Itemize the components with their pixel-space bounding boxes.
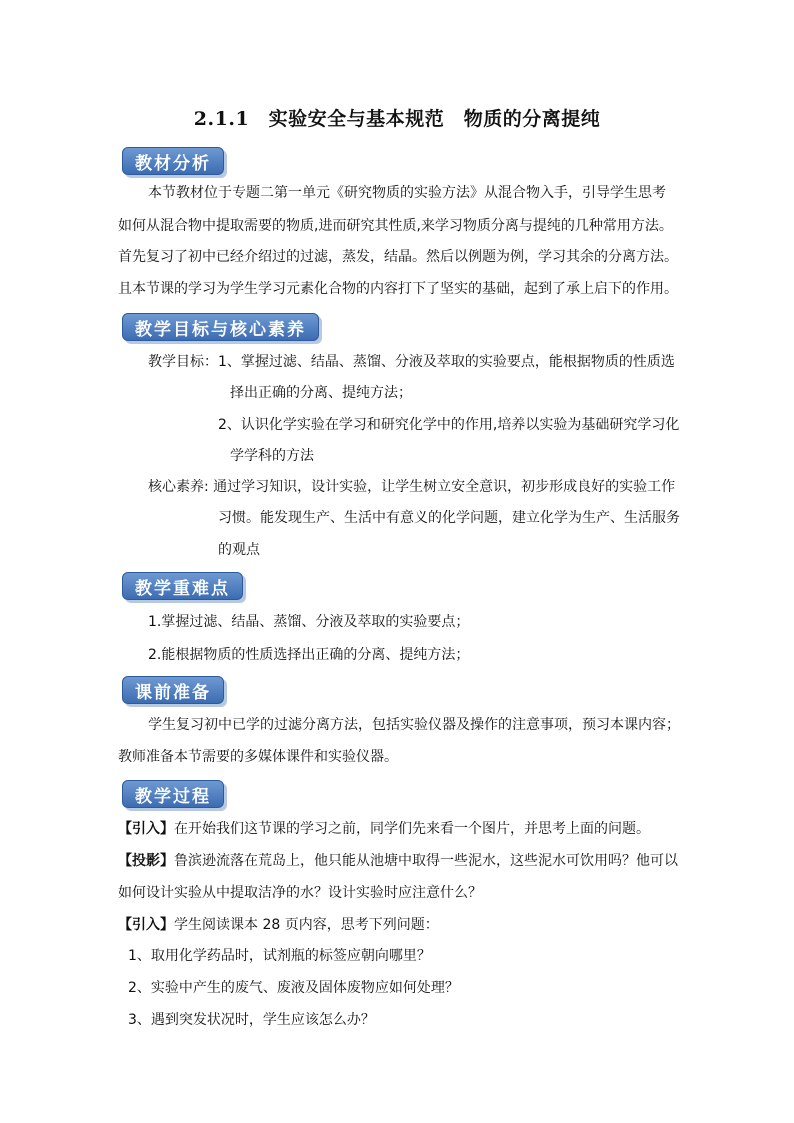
analysis-line-4: 且本节课的学习为学生学习元素化合物的内容打下了坚实的基础，起到了承上启下的作用。 — [118, 281, 678, 297]
section-heading-analysis: 教材分析 — [122, 147, 224, 175]
goals-line-6: 习惯。能发现生产、生活中有意义的化学问题，建立化学为生产、生活服务 — [218, 510, 680, 526]
section-heading-process: 教学过程 — [122, 780, 224, 808]
intro-tag-2: 【引入】 — [118, 917, 174, 933]
question-1: 1、取用化学药品时，试剂瓶的标签应朝向哪里？ — [128, 948, 431, 964]
preparation-line-2: 教师准备本节需要的多媒体课件和实验仪器。 — [118, 749, 398, 765]
goals-line-3: 2、认识化学实验在学习和研究化学中的作用,培养以实验为基础研究学习化 — [218, 417, 680, 433]
section-heading-goals: 教学目标与核心素养 — [122, 313, 319, 341]
goals-line-5: 核心素养: 通过学习知识，设计实验，让学生树立安全意识，初步形成良好的实验工作 — [148, 479, 676, 495]
goals-line-7: 的观点 — [218, 542, 260, 558]
projection-text: 鲁滨逊流落在荒岛上，他只能从池塘中取得一些泥水，这些泥水可饮用吗？他可以 — [174, 853, 678, 869]
goals-line-4: 学学科的方法 — [230, 448, 314, 464]
intro-text-2: 学生阅读课本 28 页内容，思考下列问题： — [174, 917, 439, 933]
analysis-line-2: 如何从混合物中提取需要的物质,进而研究其性质,来学习物质分离与提纯的几种常用方法。 — [118, 218, 673, 234]
section-heading-preparation: 课前准备 — [122, 676, 224, 704]
intro-paragraph-1 — [118, 819, 650, 839]
intro-paragraph-2 — [118, 915, 439, 935]
goals-line-2: 择出正确的分离、提纯方法； — [230, 385, 412, 401]
goals-line-1: 教学目标：1、掌握过滤、结晶、蒸馏、分液及萃取的实验要点，能根据物质的性质选 — [148, 354, 675, 370]
section-heading-keypoints: 教学重难点 — [122, 572, 243, 600]
intro-text: 在开始我们这节课的学习之前，同学们先来看一个图片，并思考上面的问题。 — [174, 821, 650, 837]
question-2: 2、实验中产生的废气、废液及固体废物应如何处理？ — [128, 980, 459, 996]
projection-paragraph — [118, 851, 678, 871]
preparation-line-1: 学生复习初中已学的过滤分离方法，包括实验仪器及操作的注意事项，预习本课内容； — [148, 717, 680, 733]
question-3: 3、遇到突发状况时，学生应该怎么办？ — [128, 1012, 375, 1028]
projection-tag: 【投影】 — [118, 853, 174, 869]
page-title: 2.1.1 实验安全与基本规范 物质的分离提纯 — [193, 108, 601, 130]
analysis-line-1: 本节教材位于专题二第一单元《研究物质的实验方法》从混合物入手，引导学生思考 — [148, 185, 666, 201]
keypoint-2: 2.能根据物质的性质选择出正确的分离、提纯方法； — [148, 647, 470, 663]
intro-tag: 【引入】 — [118, 821, 174, 837]
keypoint-1: 1.掌握过滤、结晶、蒸馏、分液及萃取的实验要点； — [148, 614, 470, 630]
projection-text-continued: 如何设计实验从中提取洁净的水？设计实验时应注意什么？ — [118, 885, 482, 901]
analysis-line-3: 首先复习了初中已经介绍过的过滤，蒸发，结晶。然后以例题为例，学习其余的分离方法。 — [118, 249, 678, 265]
